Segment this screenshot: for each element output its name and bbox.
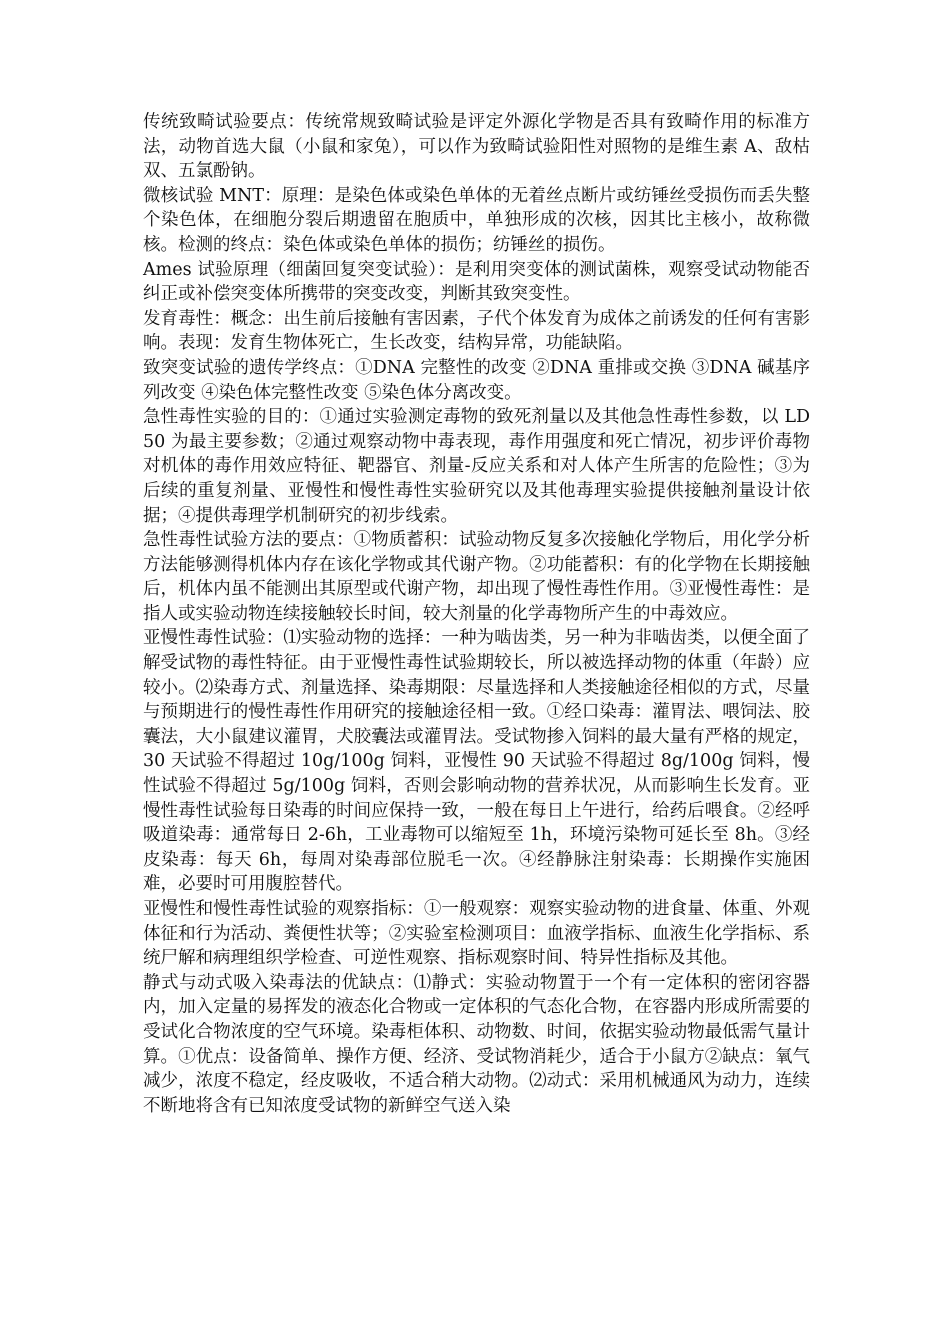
paragraph-acute-toxicity-method: 急性毒性试验方法的要点：①物质蓄积：试验动物反复多次接触化学物后，用化学分析方法能够测得机体内存在该化学物或其代谢产物。②功能蓄积：有的化学物在长期接触后，机体内虽不能测出其原型或代谢产物，却出现了慢性毒性作用。③亚慢性毒性：是指人或实验动物连续接触较长时间，较大剂量的化学毒物所产生的中毒效应。: [143, 530, 810, 624]
document-body: [143, 110, 810, 1118]
paragraph-micronucleus-test: 微核试验 MNT：原理：是染色体或染色单体的无着丝点断片或纺锤丝受损伤而丢失整个染色体，在细胞分裂后期遗留在胞质中，单独形成的次核，因其比主核小，故称微核。检测的终点：染色体或染色单体的损伤；纺锤丝的损伤。: [143, 185, 810, 255]
paragraph-ames-test: Ames 试验原理（细菌回复突变试验）：是利用突变体的测试菌株，观察受试动物能否纠正或补偿突变体所携带的突变改变，判断其致突变性。: [143, 259, 810, 305]
paragraph-teratogenicity-test: 传统致畸试验要点：传统常规致畸试验是评定外源化学物是否具有致畸作用的标准方法，动物首选大鼠（小鼠和家兔），可以作为致畸试验阳性对照物的是维生素 A、敌枯双、五氯酚钠。: [143, 112, 810, 182]
paragraph-observation-indicators: 亚慢性和慢性毒性试验的观察指标：①一般观察：观察实验动物的进食量、体重、外观体征和行为活动、粪便性状等；②实验室检测项目：血液学指标、血液生化学指标、系统尸解和病理组织学检查、可逆性观察、指标观察时间、特异性指标及其他。: [143, 899, 810, 969]
paragraph-inhalation-exposure: 静式与动式吸入染毒法的优缺点：⑴静式：实验动物置于一个有一定体积的密闭容器内，加入定量的易挥发的液态化合物或一定体积的气态化合物，在容器内形成所需要的受试化合物浓度的空气环境。染毒柜体积、动物数、时间，依据实验动物最低需气量计算。①优点：设备简单、操作方便、经济、受试物消耗少，适合于小鼠方②缺点：氧气减少，浓度不稳定，经皮吸收，不适合稍大动物。⑵动式：采用机械通风为动力，连续不断地将含有已知浓度受试物的新鲜空气送入染: [143, 972, 810, 1116]
paragraph-developmental-toxicity: 发育毒性：概念：出生前后接触有害因素，子代个体发育为成体之前诱发的任何有害影响。表现：发育生物体死亡，生长改变，结构异常，功能缺陷。: [143, 308, 810, 354]
paragraph-acute-toxicity-purpose: 急性毒性实验的目的：①通过实验测定毒物的致死剂量以及其他急性毒性参数，以 LD50 为最主要参数；②通过观察动物中毒表现，毒作用强度和死亡情况，初步评价毒物对机体的毒作用效应特征、靶器官、剂量-反应关系和对人体产生所害的危险性；③为后续的重复剂量、亚慢性和慢性毒性实验研究以及其他毒理实验提供接触剂量设计依据；④提供毒理学机制研究的初步线索。: [143, 407, 810, 526]
paragraph-mutagenicity-endpoints: 致突变试验的遗传学终点：①DNA 完整性的改变 ②DNA 重排或交换 ③DNA 碱基序列改变 ④染色体完整性改变 ⑤染色体分离改变。: [143, 357, 810, 403]
paragraph-subchronic-toxicity: 亚慢性毒性试验：⑴实验动物的选择：一种为啮齿类，另一种为非啮齿类，以便全面了解受试物的毒性特征。由于亚慢性毒性试验期较长，所以被选择动物的体重（年龄）应较小。⑵染毒方式、剂量选择、染毒期限：尽量选择和人类接触途径相似的方式，尽量与预期进行的慢性毒性作用研究的接触途径相一致。①经口染毒：灌胃法、喂饲法、胶囊法，大小鼠建议灌胃，犬胶囊法或灌胃法。受试物掺入饲料的最大量有严格的规定， 30 天试验不得超过 10g/100g 饲料，亚慢性 90 天试验不得超过 8g/100g 饲料，慢性试验不得超过 5g/100g 饲料，否则会影响动物的营养状况，从而影响生长发育。亚慢性毒性试验每日染毒的时间应保持一致，一般在每日上午进行，给药后喂食。②经呼吸道染毒：通常每日 2-6h，工业毒物可以缩短至 1h，环境污染物可延长至 8h。③经皮染毒：每天 6h，每周对染毒部位脱毛一次。④经静脉注射染毒：长期操作实施困难，必要时可用腹腔替代。: [143, 628, 810, 895]
